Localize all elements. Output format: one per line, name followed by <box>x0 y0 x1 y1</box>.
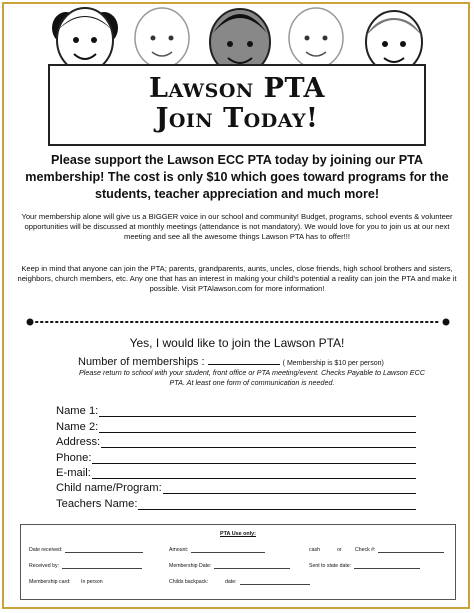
in-person <box>81 579 103 585</box>
check-number <box>355 547 444 553</box>
return-instructions: Please return to school with your student, front office or PTA meeting/event. Checks Payable to Lawson ECC PTA. At least one form of communication is needed. <box>79 368 425 387</box>
fill-line[interactable] <box>99 405 416 417</box>
sent-to-state-label: Sent to state date: <box>309 563 352 569</box>
received-by-label: Received by: <box>29 563 59 569</box>
membership-paragraph: Your membership alone will give us a BIGGER voice in our school and community! Budget, programs, school events & volunteer opportunities will be discussed at monthly meetings (attendance is not mandatory). We would love for you to join us at our next meeting and see all the awesome things Lawson PTA has to offer!!! <box>21 212 453 241</box>
sent-to-state <box>309 563 420 569</box>
memberships-note: ( Membership is $10 per person) <box>282 360 384 367</box>
dotted-divider <box>26 318 450 326</box>
form-heading: Yes, I would like to join the Lawson PTA! <box>129 336 345 350</box>
title-line-2: Join Today! <box>155 103 319 134</box>
childs-backpack-label: Childs backpack: <box>169 579 209 585</box>
membership-card <box>29 579 71 585</box>
cash-label: cash <box>309 547 320 553</box>
fill-line[interactable] <box>101 436 416 448</box>
field-teacher-name <box>56 494 416 509</box>
fill-line[interactable] <box>92 467 416 479</box>
pta-use-only-title: PTA Use only: <box>220 531 256 537</box>
field-label: Name 2: <box>56 420 99 433</box>
received-by <box>29 563 142 569</box>
membership-date-line[interactable] <box>214 563 290 569</box>
field-name-2 <box>56 417 416 432</box>
field-label: Name 1: <box>56 405 99 418</box>
date-received <box>29 547 143 553</box>
backpack-date-line[interactable] <box>240 579 310 585</box>
field-label: Child name/Program: <box>56 482 162 495</box>
lead-paragraph: Please support the Lawson ECC PTA today by joining our PTA membership! The cost is only $10 which goes toward programs for the students, teacher appreciation and much more! <box>25 153 449 201</box>
amount-line[interactable] <box>191 547 265 553</box>
field-label: Phone: <box>56 451 92 464</box>
field-label: Teachers Name: <box>56 497 138 510</box>
memberships-blank[interactable] <box>208 354 280 365</box>
title-box <box>48 64 426 146</box>
amount <box>169 547 265 553</box>
childs-backpack <box>169 579 208 585</box>
amount-label: Amount: <box>169 547 189 553</box>
fill-line[interactable] <box>138 498 416 510</box>
backpack-date-label: date: <box>225 579 237 585</box>
fill-line[interactable] <box>92 452 416 464</box>
child-face-4 <box>289 8 343 68</box>
or-label: or <box>337 547 342 553</box>
member-fields <box>56 402 416 510</box>
backpack-date <box>225 579 310 585</box>
check-label: Check #: <box>355 547 376 553</box>
memberships-label: Number of memberships : <box>78 356 205 368</box>
child-face-1 <box>52 8 118 72</box>
field-email <box>56 464 416 479</box>
pta-use-only-box <box>20 524 456 600</box>
field-address <box>56 433 416 448</box>
memberships-row <box>78 354 384 368</box>
fill-line[interactable] <box>99 421 416 433</box>
cash-option <box>309 547 320 553</box>
sent-to-state-line[interactable] <box>354 563 420 569</box>
child-face-2 <box>135 8 189 68</box>
field-name-1 <box>56 402 416 417</box>
membership-date-label: Membership Date: <box>169 563 212 569</box>
received-by-line[interactable] <box>62 563 142 569</box>
membership-card-label: Membership card: <box>29 579 71 585</box>
date-received-label: Date received: <box>29 547 63 553</box>
field-child-program <box>56 479 416 494</box>
eligibility-paragraph: Keep in mind that anyone can join the PTA; parents, grandparents, aunts, uncles, close friends, high school brothers and sisters, neighbors, church members, etc. Any one that has an interest in making your child's potential a reality can join the PTA and make it possible. Visit PTAlawson.com for more information! <box>17 264 457 293</box>
fill-line[interactable] <box>163 482 416 494</box>
membership-date <box>169 563 290 569</box>
field-phone <box>56 448 416 463</box>
title-line-1: Lawson PTA <box>148 73 326 104</box>
check-line[interactable] <box>378 547 444 553</box>
in-person-label: In person <box>81 579 103 585</box>
field-label: E-mail: <box>56 466 91 479</box>
date-received-line[interactable] <box>65 547 143 553</box>
or-text <box>337 547 342 553</box>
field-label: Address: <box>56 436 101 449</box>
